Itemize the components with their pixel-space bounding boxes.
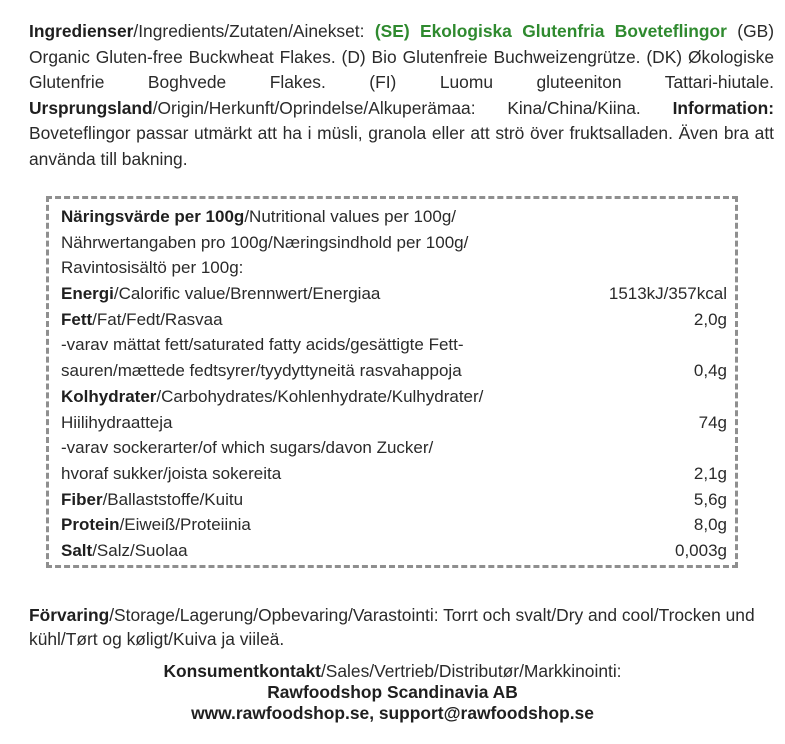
consumer-contact <box>0 661 785 724</box>
nutrition-row <box>61 513 727 537</box>
contact-label: Konsumentkontakt <box>163 661 321 681</box>
nutrient-description: /Ballaststoffe/Kuitu <box>102 489 244 509</box>
nutrient-name: Salt <box>61 541 93 560</box>
nutrient-description: /Fat/Fedt/Rasvaa <box>92 309 223 329</box>
nutrition-header-line2: Nährwertangaben pro 100g/Næringsindhold per 100g/ <box>61 233 469 252</box>
nutrition-header-line3: Ravintosisältö per 100g: <box>61 258 244 277</box>
nutrition-row <box>61 282 727 306</box>
contact-label-translations: /Sales/Vertrieb/Distributør/Markkinointi: <box>320 661 622 681</box>
nutrition-header-translations: /Nutritional values per 100g/ <box>244 207 456 226</box>
nutrient-description: /Salz/Suolaa <box>92 541 188 560</box>
contact-heading <box>0 661 785 682</box>
nutrient-description: -varav mättat fett/saturated fatty acids/gesättigte Fett- <box>61 335 464 355</box>
nutrient-value: 1513kJ/357kcal <box>608 284 727 303</box>
information-text: Boveteflingor passar utmärkt att ha i müsli, granola eller att strö över fruktsalladen. Även bra att använda till bakning. <box>29 123 774 169</box>
nutrient-value: 5,6g <box>693 489 727 509</box>
nutrient-description: Hiilihydraatteja <box>61 412 173 432</box>
nutrition-row <box>61 488 727 512</box>
nutrient-description: sauren/mættede fedtsyrer/tyydyttyneitä rasvahappoja <box>61 361 462 381</box>
nutrition-row <box>61 462 727 486</box>
web-and-email: www.rawfoodshop.se, support@rawfoodshop.se <box>191 703 594 723</box>
nutrition-row <box>61 539 727 563</box>
storage-text: /Storage/Lagerung/Opbevaring/Varastointi: Torrt och svalt/Dry and cool/Trocken und kühl/Tørt og køligt/Kuiva ja viileä. <box>29 605 755 649</box>
nutrient-value: 8,0g <box>693 515 727 535</box>
nutrient-description: /Calorific value/Brennwert/Energiaa <box>113 284 381 303</box>
nutrient-description: -varav sockerarter/of which sugars/davon Zucker/ <box>61 438 434 458</box>
storage-label: Förvaring <box>29 605 110 625</box>
nutrient-value: 2,0g <box>693 309 727 329</box>
nutrient-value: 0,003g <box>675 541 727 560</box>
nutrition-row <box>61 385 727 409</box>
information-label: Information: <box>672 97 774 118</box>
nutrient-name: Energi <box>61 284 114 303</box>
nutrition-row <box>61 436 727 460</box>
nutrient-value: 0,4g <box>693 361 727 381</box>
origin-label: Ursprungsland <box>29 97 153 118</box>
product-name-translations: (GB) Organic Gluten-free Buckwheat Flakes. (D) Bio Glutenfreie Buchweizengrütze. (DK) Økologiske Glutenfrie Boghvede Flakes. (FI) Luomu gluteeniton Tattari-hiutale. <box>29 21 774 93</box>
nutrition-table <box>46 196 738 568</box>
nutrition-row <box>61 333 727 357</box>
nutrition-row <box>61 359 727 383</box>
product-name-se: (SE) Ekologiska Glutenfria Boveteflingor <box>374 21 727 41</box>
storage-paragraph <box>29 603 774 651</box>
nutrient-value: 2,1g <box>693 463 727 483</box>
ingredients-paragraph <box>29 19 774 173</box>
nutrient-name: Protein <box>61 515 120 535</box>
ingredients-label: Ingredienser <box>29 21 134 41</box>
nutrition-header-label: Näringsvärde per 100g <box>61 207 245 226</box>
nutrient-name: Kolhydrater <box>61 386 157 406</box>
nutrition-row <box>61 411 727 435</box>
ingredients-label-translations: /Ingredients/Zutaten/Ainekset: <box>133 21 375 41</box>
nutrient-name: Fett <box>61 309 93 329</box>
nutrient-description: hvoraf sukker/joista sokereita <box>61 463 282 483</box>
nutrition-row <box>61 308 727 332</box>
company-name: Rawfoodshop Scandinavia AB <box>267 682 518 702</box>
nutrient-description: /Eiweiß/Proteiinia <box>119 515 251 535</box>
nutrient-description: /Carbohydrates/Kohlenhydrate/Kulhydrater/ <box>156 386 484 406</box>
origin-text: /Origin/Herkunft/Oprindelse/Alkuperämaa: Kina/China/Kiina. <box>152 97 673 118</box>
nutrition-header-line1 <box>61 205 727 229</box>
nutrient-value: 74g <box>698 412 727 432</box>
nutrient-name: Fiber <box>61 489 103 509</box>
